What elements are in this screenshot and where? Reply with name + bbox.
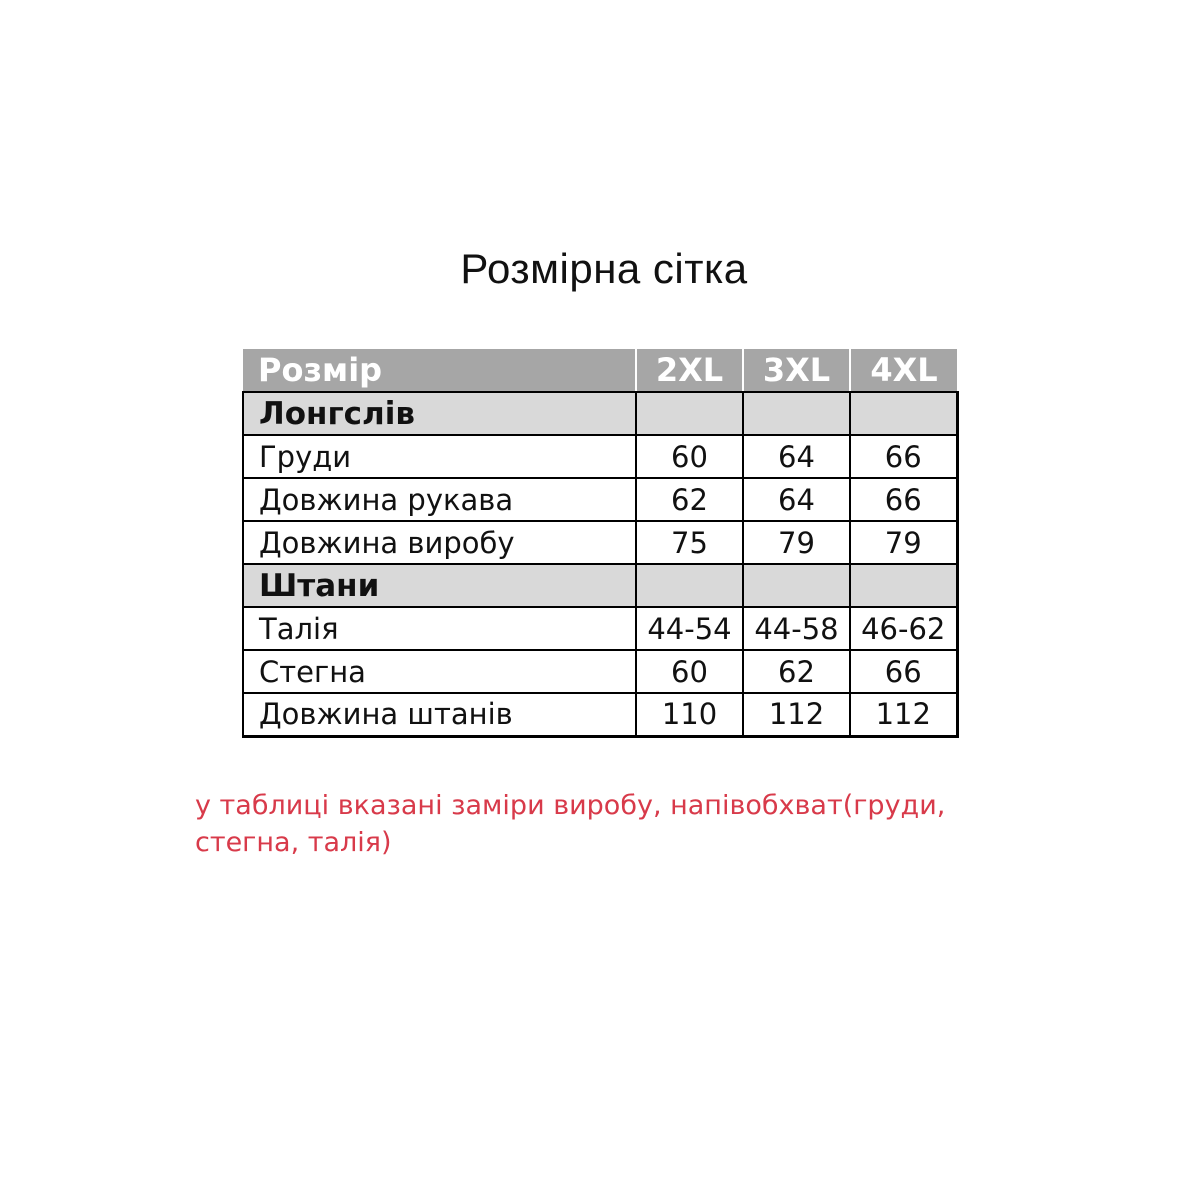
empty-cell (636, 564, 743, 607)
size-chart-table (242, 349, 959, 738)
row-label: Довжина рукава (243, 478, 636, 521)
row-value: 62 (743, 650, 850, 693)
table-row (243, 478, 957, 521)
row-value: 110 (636, 693, 743, 736)
row-label: Довжина штанів (243, 693, 636, 736)
row-value: 62 (636, 478, 743, 521)
section-title: Лонгслів (243, 392, 636, 435)
row-label: Довжина виробу (243, 521, 636, 564)
row-label: Талія (243, 607, 636, 650)
row-value: 44-58 (743, 607, 850, 650)
row-value: 44-54 (636, 607, 743, 650)
table-row (243, 650, 957, 693)
header-size-4xl: 4XL (850, 349, 957, 392)
row-label: Груди (243, 435, 636, 478)
table-row (243, 521, 957, 564)
header-size-2xl: 2XL (636, 349, 743, 392)
row-value: 66 (850, 435, 957, 478)
row-value: 66 (850, 650, 957, 693)
empty-cell (743, 564, 850, 607)
row-label: Стегна (243, 650, 636, 693)
row-value: 66 (850, 478, 957, 521)
measurement-note: у таблиці вказані заміри виробу, напівобхват(груди, стегна, талія) (195, 790, 946, 858)
table-row (243, 435, 957, 478)
section-row-longsleeve (243, 392, 957, 435)
empty-cell (850, 392, 957, 435)
row-value: 60 (636, 650, 743, 693)
row-value: 60 (636, 435, 743, 478)
empty-cell (743, 392, 850, 435)
row-value: 64 (743, 478, 850, 521)
table-row (243, 607, 957, 650)
row-value: 112 (743, 693, 850, 736)
page-title: Розмірна сітка (460, 245, 748, 292)
header-size-label: Розмір (243, 349, 636, 392)
empty-cell (850, 564, 957, 607)
row-value: 112 (850, 693, 957, 736)
row-value: 64 (743, 435, 850, 478)
section-row-pants (243, 564, 957, 607)
empty-cell (636, 392, 743, 435)
table-row (243, 693, 957, 736)
row-value: 75 (636, 521, 743, 564)
row-value: 79 (743, 521, 850, 564)
section-title: Штани (243, 564, 636, 607)
row-value: 79 (850, 521, 957, 564)
table-header-row (243, 349, 957, 392)
row-value: 46-62 (850, 607, 957, 650)
header-size-3xl: 3XL (743, 349, 850, 392)
